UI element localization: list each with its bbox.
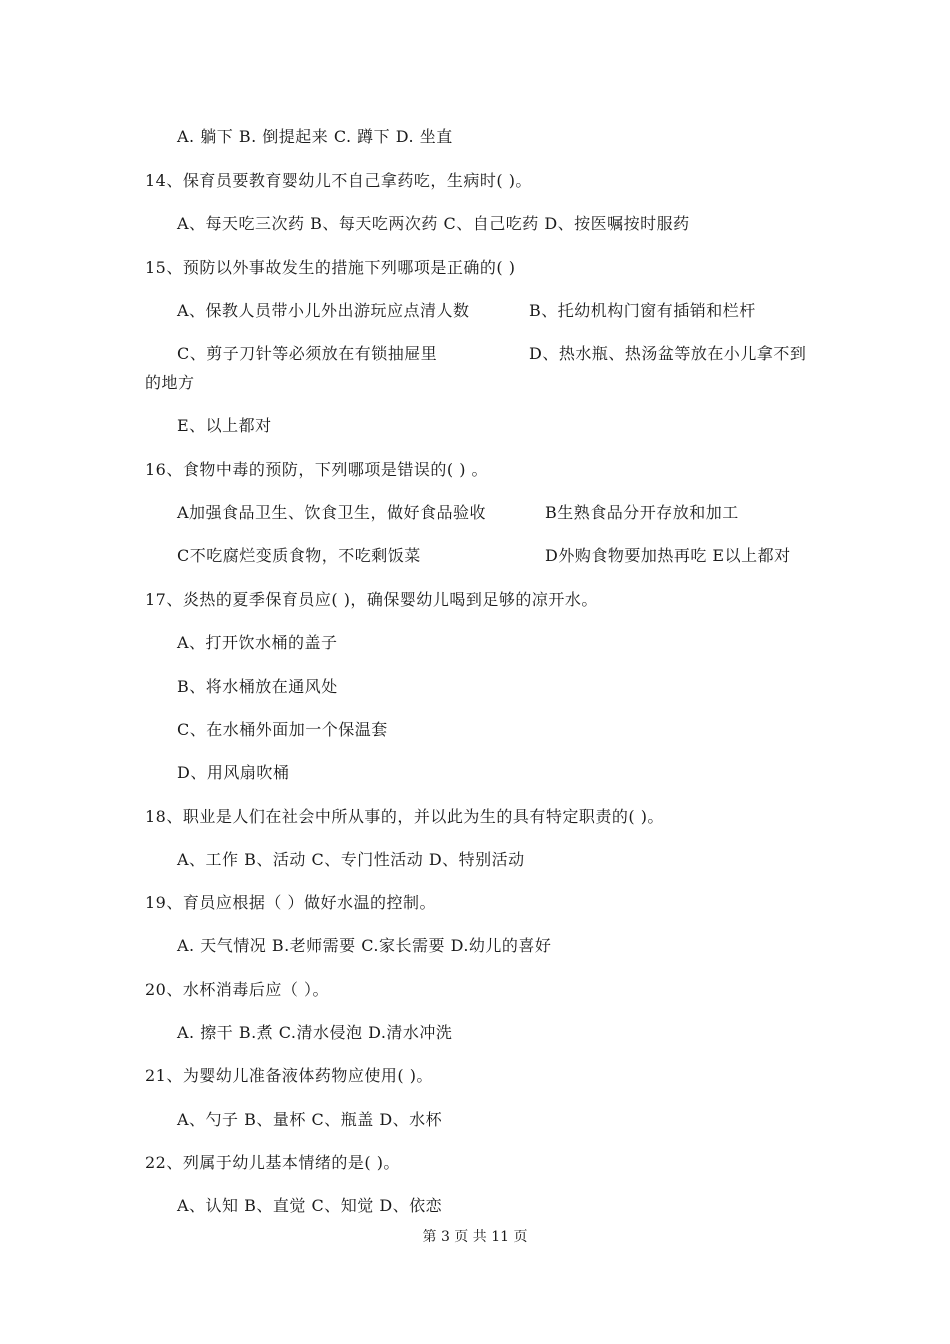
q22-options: A、认知 B、直觉 C、知觉 D、依恋	[177, 1196, 443, 1215]
q19-options: A. 天气情况 B.老师需要 C.家长需要 D.幼儿的喜好	[177, 936, 552, 955]
q16-option-c: C不吃腐烂变质食物，不吃剩饭菜	[177, 546, 421, 565]
q17-stem: 17、炎热的夏季保育员应( )，确保婴幼儿喝到足够的凉开水。	[145, 590, 598, 609]
q17-option-b: B、将水桶放在通风处	[177, 677, 338, 696]
q21-options: A、勺子 B、量杯 C、瓶盖 D、水杯	[177, 1110, 443, 1129]
q18-options: A、工作 B、活动 C、专门性活动 D、特别活动	[177, 850, 525, 869]
q13-options: A. 躺下 B. 倒提起来 C. 蹲下 D. 坐直	[177, 127, 453, 146]
q21-stem: 21、为婴幼儿准备液体药物应使用( )。	[145, 1066, 433, 1085]
q15-option-c: C、剪子刀针等必须放在有锁抽屉里	[177, 344, 438, 363]
q16-option-b: B生熟食品分开存放和加工	[545, 503, 739, 522]
q15-option-e: E、以上都对	[177, 416, 272, 435]
q16-option-d-e: D外购食物要加热再吃 E以上都对	[545, 546, 791, 565]
q14-stem: 14、保育员要教育婴幼儿不自己拿药吃，生病时( )。	[145, 171, 532, 190]
q15-option-d-continued: 的地方	[145, 373, 195, 392]
q15-option-a: A、保教人员带小儿外出游玩应点清人数	[177, 301, 470, 320]
q19-stem: 19、育员应根据（ ）做好水温的控制。	[145, 893, 436, 912]
q17-option-c: C、在水桶外面加一个保温套	[177, 720, 388, 739]
q20-options: A. 擦干 B.煮 C.清水侵泡 D.清水冲洗	[177, 1023, 453, 1042]
q18-stem: 18、职业是人们在社会中所从事的，并以此为生的具有特定职责的( )。	[145, 807, 664, 826]
q22-stem: 22、列属于幼儿基本情绪的是( )。	[145, 1153, 400, 1172]
q17-option-d: D、用风扇吹桶	[177, 763, 290, 782]
q16-stem: 16、食物中毒的预防，下列哪项是错误的( ) 。	[145, 460, 489, 479]
q17-option-a: A、打开饮水桶的盖子	[177, 633, 338, 652]
q16-option-a: A加强食品卫生、饮食卫生，做好食品验收	[177, 503, 487, 522]
page-footer: 第 3 页 共 11 页	[422, 1229, 528, 1245]
q20-stem: 20、水杯消毒后应（ ）。	[145, 980, 329, 999]
q14-options: A、每天吃三次药 B、每天吃两次药 C、自己吃药 D、按医嘱按时服药	[177, 214, 690, 233]
q15-option-b: B、托幼机构门窗有插销和栏杆	[529, 301, 756, 320]
q15-option-d: D、热水瓶、热汤盆等放在小儿拿不到	[529, 344, 807, 363]
q15-stem: 15、预防以外事故发生的措施下列哪项是正确的( )	[145, 258, 516, 277]
